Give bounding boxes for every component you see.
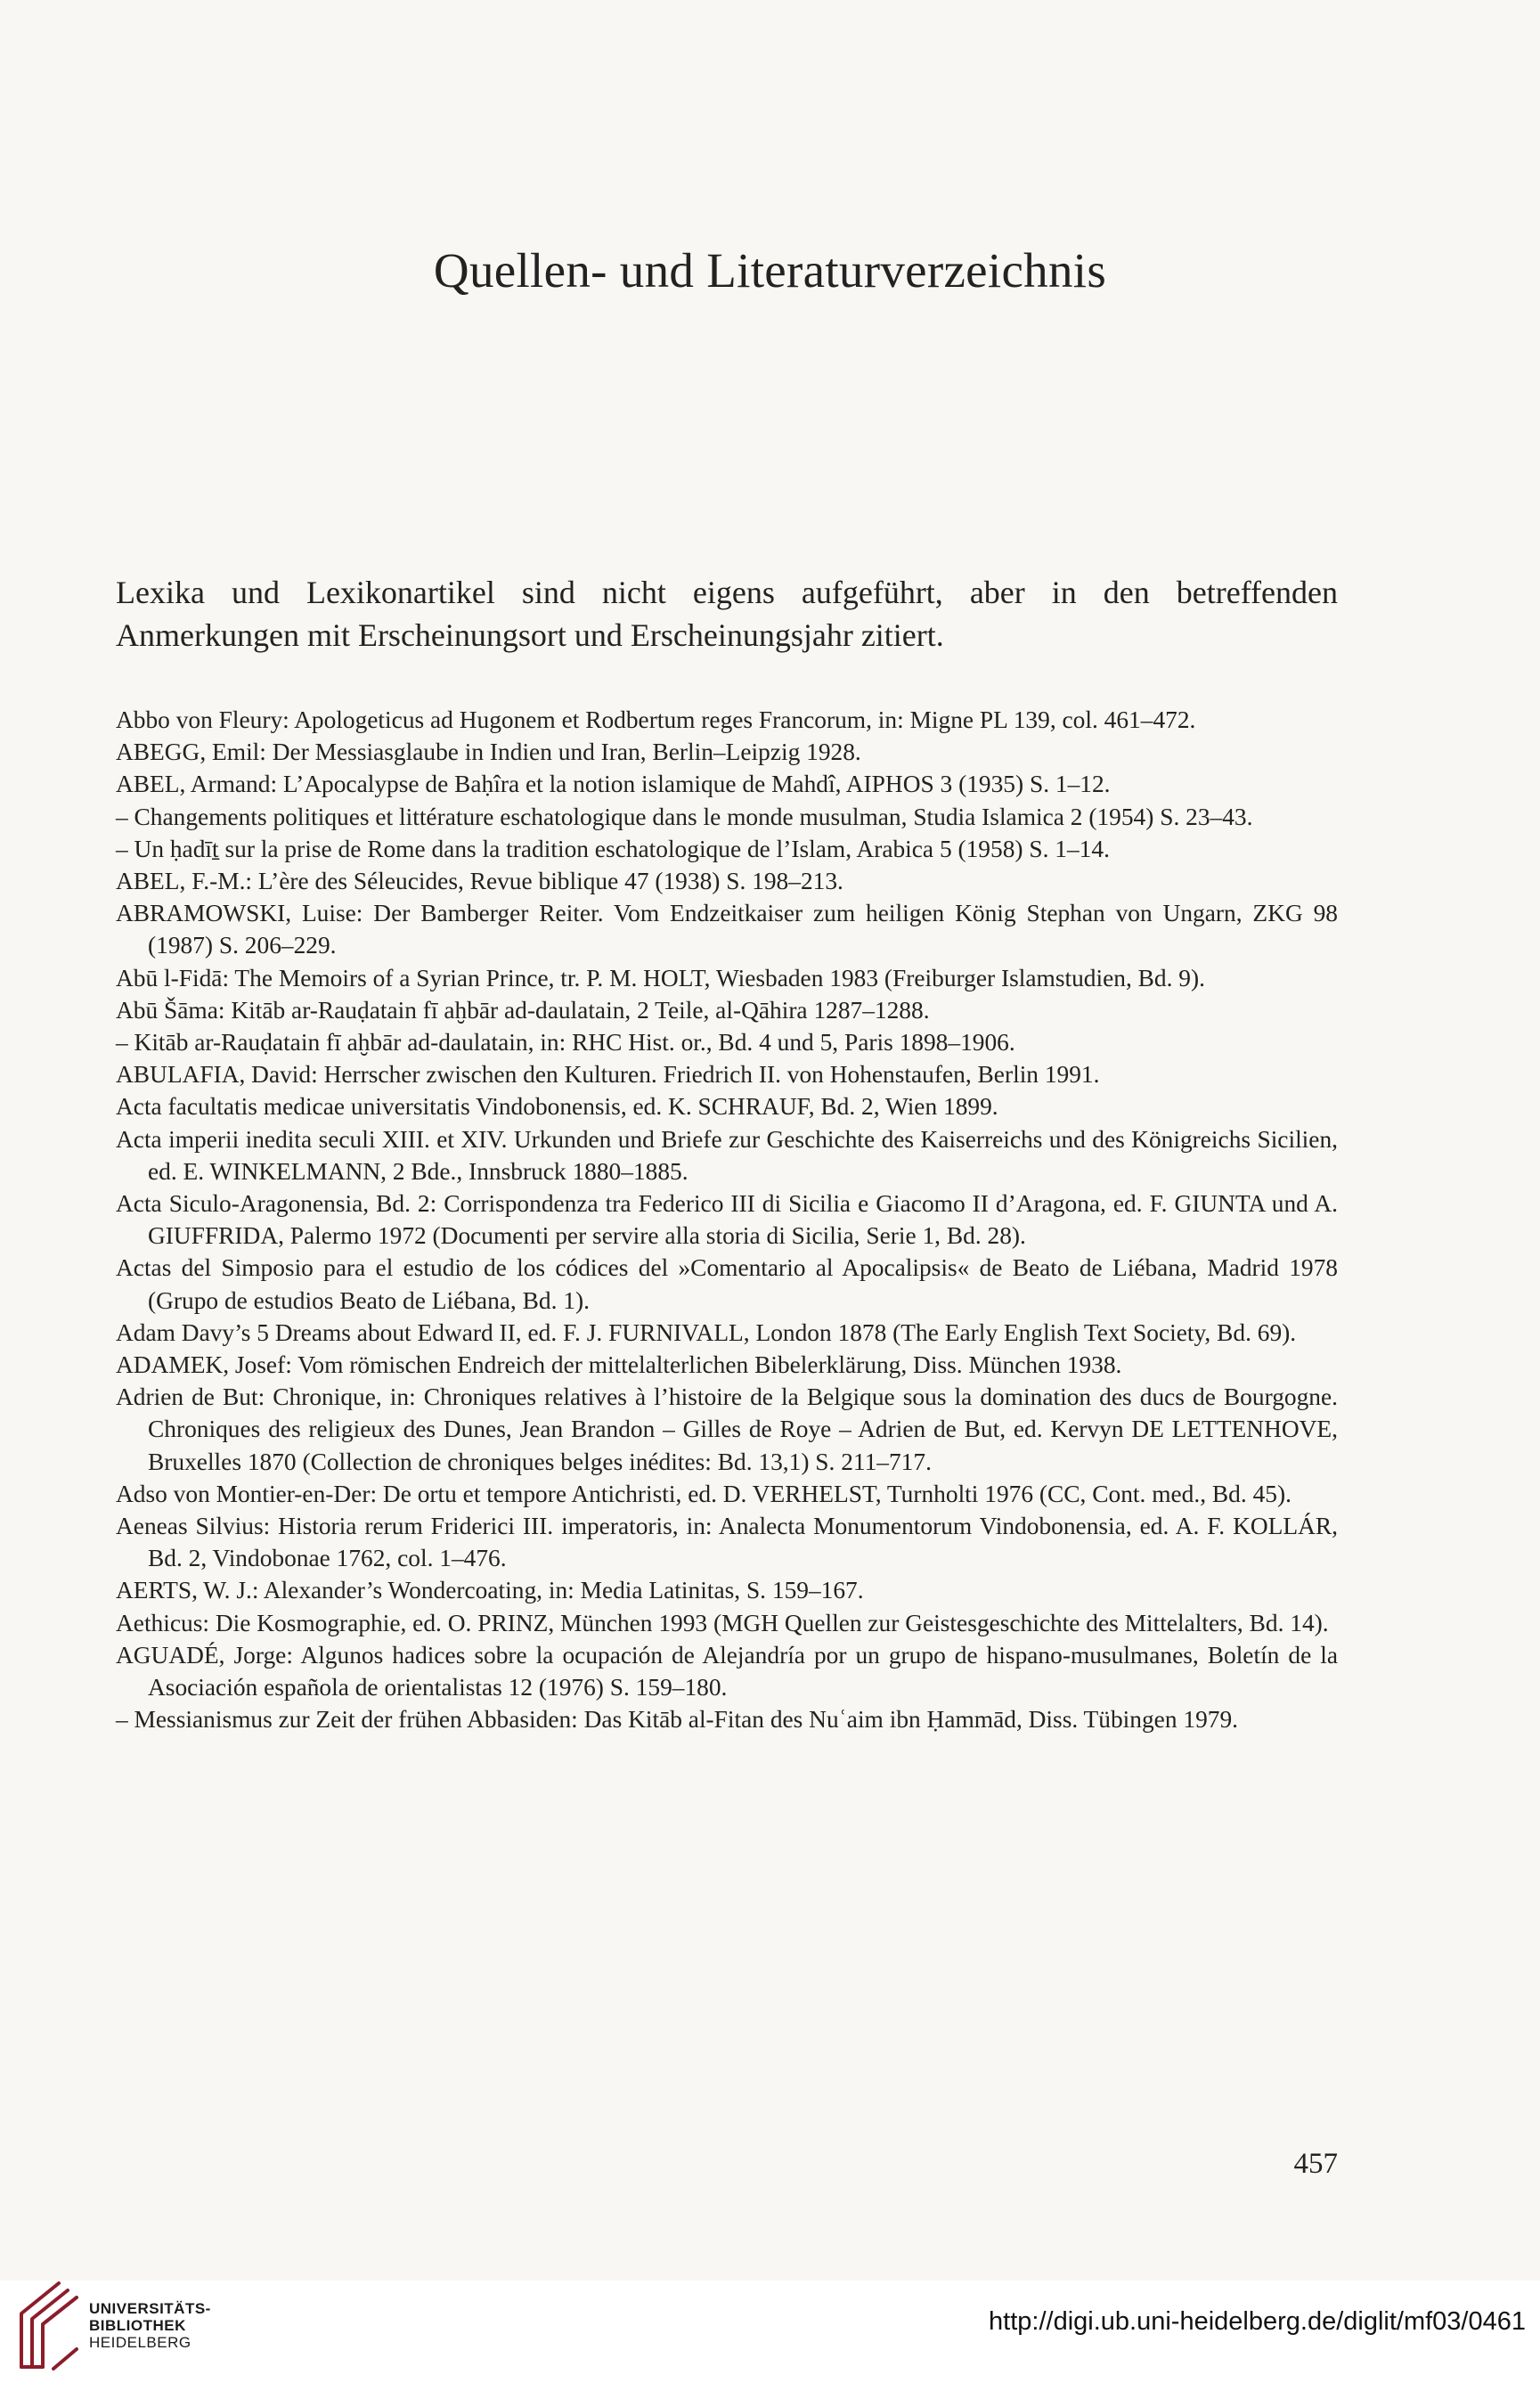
bibliography-entry: ABULAFIA, David: Herrscher zwischen den Kulturen. Friedrich II. von Hohenstaufen, Berlin 1991. — [116, 1061, 1100, 1089]
library-name-line: UNIVERSITÄTS- — [89, 2300, 211, 2317]
bibliography-entry: Adrien de But: Chronique, in: Chroniques relatives à l’histoire de la Belgique sous la domination des ducs de Bourgogne. Chroniques des religieux des Dunes, Jean Brandon – Gilles de Roye – Adrien de But, ed. Kervyn DE LETTENHOVE, Bruxelles 1870 (Collection de chroniques belges inédites: Bd. 13,1) S. 211–717. — [116, 1383, 1338, 1475]
bibliography-entry: Abbo von Fleury: Apologeticus ad Hugonem et Rodbertum reges Francorum, in: Migne PL 139, col. 461–472. — [116, 706, 1196, 733]
bibliography-entry: – Un ḥadīṯ sur la prise de Rome dans la tradition eschatologique de l’Islam, Arabica 5 (1958) S. 1–14. — [116, 835, 1110, 862]
bibliography-entry: ABRAMOWSKI, Luise: Der Bamberger Reiter. Vom Endzeitkaiser zum heiligen König Stephan von Ungarn, ZKG 98 (1987) S. 206–229. — [116, 900, 1338, 959]
source-url-link[interactable]: http://digi.ub.uni-heidelberg.de/diglit/mf03/0461 — [989, 2307, 1526, 2336]
bibliography-entry: ABEL, F.-M.: L’ère des Séleucides, Revue biblique 47 (1938) S. 198–213. — [116, 868, 843, 895]
bibliography-entry: ABEL, Armand: L’Apocalypse de Baḥîra et la notion islamique de Mahdî, AIPHOS 3 (1935) S. 1–12. — [116, 771, 1111, 798]
library-logo-icon — [12, 2278, 84, 2376]
bibliography-list — [116, 704, 1338, 1736]
bibliography-entry: Adso von Montier-en-Der: De ortu et tempore Antichristi, ed. D. VERHELST, Turnholti 1976 (CC, Cont. med., Bd. 45). — [116, 1480, 1291, 1507]
library-name — [89, 2300, 211, 2351]
bibliography-entry: Aethicus: Die Kosmographie, ed. O. PRINZ, München 1993 (MGH Quellen zur Geistesgeschichte des Mittelalters, Bd. 14). — [116, 1609, 1329, 1636]
bibliography-entry: Acta imperii inedita seculi XIII. et XIV. Urkunden und Briefe zur Geschichte des Kaiserreichs und des Königreichs Sicilien, ed. E. WINKELMANN, 2 Bde., Innsbruck 1880–1885. — [116, 1125, 1338, 1185]
bibliography-entry: ADAMEK, Josef: Vom römischen Endreich der mittelalterlichen Bibelerklärung, Diss. München 1938. — [116, 1351, 1122, 1379]
bibliography-entry: Actas del Simposio para el estudio de los códices del »Comentario al Apocalipsis« de Beato de Liébana, Madrid 1978 (Grupo de estudios Beato de Liébana, Bd. 1). — [116, 1254, 1338, 1314]
bibliography-entry: Acta Siculo-Aragonensia, Bd. 2: Corrispondenza tra Federico III di Sicilia e Giacomo II d’Aragona, ed. F. GIUNTA und A. GIUFFRIDA, Palermo 1972 (Documenti per servire alla storia di Sicilia, Serie 1, Bd. 28). — [116, 1190, 1338, 1250]
library-name-line: BIBLIOTHEK — [89, 2317, 186, 2334]
bibliography-entry: AERTS, W. J.: Alexander’s Wondercoating, in: Media Latinitas, S. 159–167. — [116, 1577, 864, 1604]
bibliography-entry: Adam Davy’s 5 Dreams about Edward II, ed. F. J. FURNIVALL, London 1878 (The Early English Text Society, Bd. 69). — [116, 1318, 1297, 1346]
bibliography-entry: Acta facultatis medicae universitatis Vindobonensis, ed. K. SCHRAUF, Bd. 2, Wien 1899. — [116, 1093, 998, 1121]
page-title: Quellen- und Literaturverzeichnis — [433, 242, 1107, 298]
bibliography-entry: Aeneas Silvius: Historia rerum Friderici III. imperatoris, in: Analecta Monumentorum Vindobonensia, ed. A. F. KOLLÁR, Bd. 2, Vindobonae 1762, col. 1–476. — [116, 1513, 1338, 1572]
library-name-line: HEIDELBERG — [89, 2334, 191, 2351]
bibliography-entry: – Messianismus zur Zeit der frühen Abbasiden: Das Kitāb al-Fitan des Nuʿaim ibn Ḥammād, Diss. Tübingen 1979. — [116, 1706, 1239, 1734]
intro-paragraph: Lexika und Lexikonartikel sind nicht eigens aufgeführt, aber in den betreffenden Anmerkungen mit Erscheinungsort und Erscheinungsjahr zitiert. — [116, 575, 1338, 653]
bibliography-entry: – Changements politiques et littérature eschatologique dans le monde musulman, Studia Islamica 2 (1954) S. 23–43. — [116, 803, 1253, 830]
bibliography-entry: ABEGG, Emil: Der Messiasglaube in Indien und Iran, Berlin–Leipzig 1928. — [116, 739, 861, 766]
page-number: 457 — [1293, 2148, 1338, 2180]
bibliography-entry: Abū Šāma: Kitāb ar-Rauḍatain fī aḫbār ad-daulatain, 2 Teile, al-Qāhira 1287–1288. — [116, 996, 930, 1024]
bibliography-entry: AGUADÉ, Jorge: Algunos hadices sobre la ocupación de Alejandría por un grupo de hispano-musulmanes, Boletín de la Asociación española de orientalistas 12 (1976) S. 159–180. — [116, 1641, 1338, 1701]
bibliography-entry: – Kitāb ar-Rauḍatain fī aḫbār ad-daulatain, in: RHC Hist. or., Bd. 4 und 5, Paris 1898–1906. — [116, 1029, 1015, 1057]
bibliography-entry: Abū l-Fidā: The Memoirs of a Syrian Prince, tr. P. M. HOLT, Wiesbaden 1983 (Freiburger Islamstudien, Bd. 9). — [116, 964, 1205, 991]
